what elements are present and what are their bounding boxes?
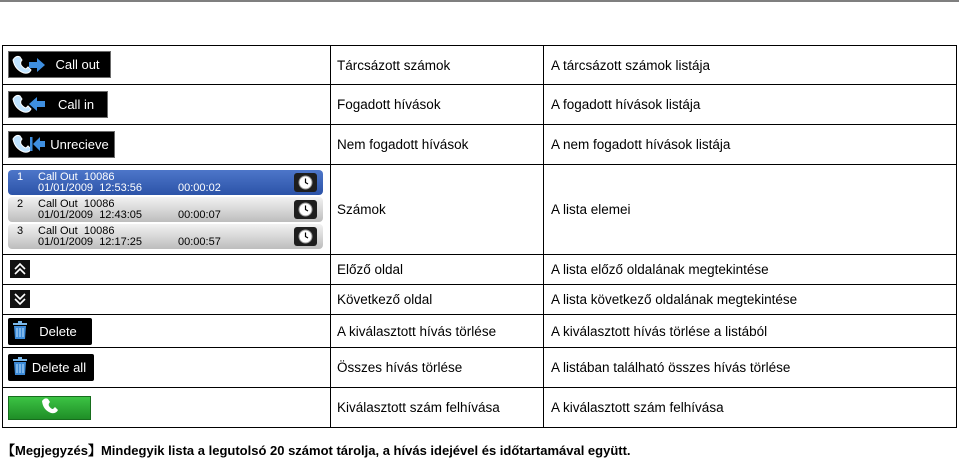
- row-desc: A lista előző oldalának megtekintése: [544, 255, 957, 285]
- item-type: Call Out 10086: [38, 197, 115, 210]
- row-name: Kiválasztott szám felhívása: [331, 388, 544, 428]
- clock-icon: [294, 173, 317, 192]
- call-list-item[interactable]: [8, 224, 323, 249]
- item-duration: 00:00:02: [178, 181, 221, 194]
- call-out-button[interactable]: [8, 51, 111, 78]
- item-datetime: 01/01/2009 12:53:56: [38, 181, 143, 194]
- dial-button[interactable]: [8, 396, 91, 420]
- clock-icon: [294, 227, 317, 246]
- item-number: 3: [17, 224, 24, 237]
- row-desc: A nem fogadott hívások listája: [544, 125, 957, 165]
- table-row: [3, 315, 957, 348]
- top-rule: [0, 0, 959, 2]
- delete-all-button[interactable]: [8, 354, 94, 381]
- row-name: Következő oldal: [331, 285, 544, 315]
- call-in-button[interactable]: [8, 91, 108, 118]
- delete-label: Delete: [39, 323, 77, 339]
- phone-icon: [39, 397, 61, 418]
- item-duration: 00:00:57: [178, 235, 221, 248]
- call-list-item[interactable]: [8, 170, 323, 195]
- item-number: 2: [17, 197, 24, 210]
- item-datetime: 01/01/2009 12:43:05: [38, 208, 143, 221]
- call-out-icon: [9, 51, 49, 78]
- item-type: Call Out 10086: [38, 224, 115, 237]
- call-list-sample: [8, 170, 323, 249]
- row-name: Összes hívás törlése: [331, 348, 544, 388]
- row-desc: A tárcsázott számok listája: [544, 46, 957, 85]
- item-type: Call Out 10086: [38, 170, 115, 183]
- table-row: [3, 46, 957, 85]
- row-name: Tárcsázott számok: [331, 46, 544, 85]
- table-row: [3, 85, 957, 125]
- item-number: 1: [17, 170, 24, 183]
- row-name: Előző oldal: [331, 255, 544, 285]
- table-row: [3, 348, 957, 388]
- row-desc: A kiválasztott hívás törlése a listából: [544, 315, 957, 348]
- table-row: [3, 285, 957, 315]
- row-name: A kiválasztott hívás törlése: [331, 315, 544, 348]
- item-datetime: 01/01/2009 12:17:25: [38, 235, 143, 248]
- row-desc: A lista elemei: [544, 165, 957, 255]
- row-name: Nem fogadott hívások: [331, 125, 544, 165]
- row-name: Számok: [331, 165, 544, 255]
- call-in-label: Call in: [57, 96, 95, 112]
- row-name: Fogadott hívások: [331, 85, 544, 125]
- row-desc: A kiválasztott szám felhívása: [544, 388, 957, 428]
- page-up-icon[interactable]: [10, 260, 30, 278]
- footnote: 【Megjegyzés】Mindegyik lista a legutolsó 20 számot tárolja, a hívás idejével és időtartamával együtt.: [2, 443, 631, 458]
- table-row: [3, 125, 957, 165]
- trash-icon: [8, 321, 28, 342]
- trash-icon: [8, 357, 28, 378]
- row-desc: A lista következő oldalának megtekintése: [544, 285, 957, 315]
- row-desc: A listában található összes hívás törlése: [544, 348, 957, 388]
- unrecieve-icon: [9, 131, 49, 158]
- row-desc: A fogadott hívások listája: [544, 85, 957, 125]
- call-in-icon: [9, 91, 49, 118]
- clock-icon: [294, 200, 317, 219]
- icon-reference-table: [2, 45, 957, 428]
- call-out-label: Call out: [55, 57, 100, 73]
- page-down-icon[interactable]: [10, 290, 30, 308]
- delete-button[interactable]: [8, 318, 92, 345]
- table-row: [3, 388, 957, 428]
- unrecieve-label: Unrecieve: [50, 136, 109, 152]
- table-row: [3, 165, 957, 255]
- table-row: [3, 255, 957, 285]
- item-duration: 00:00:07: [178, 208, 221, 221]
- call-list-item[interactable]: [8, 197, 323, 222]
- delete-all-label: Delete all: [31, 360, 87, 375]
- unrecieve-button[interactable]: [8, 131, 115, 158]
